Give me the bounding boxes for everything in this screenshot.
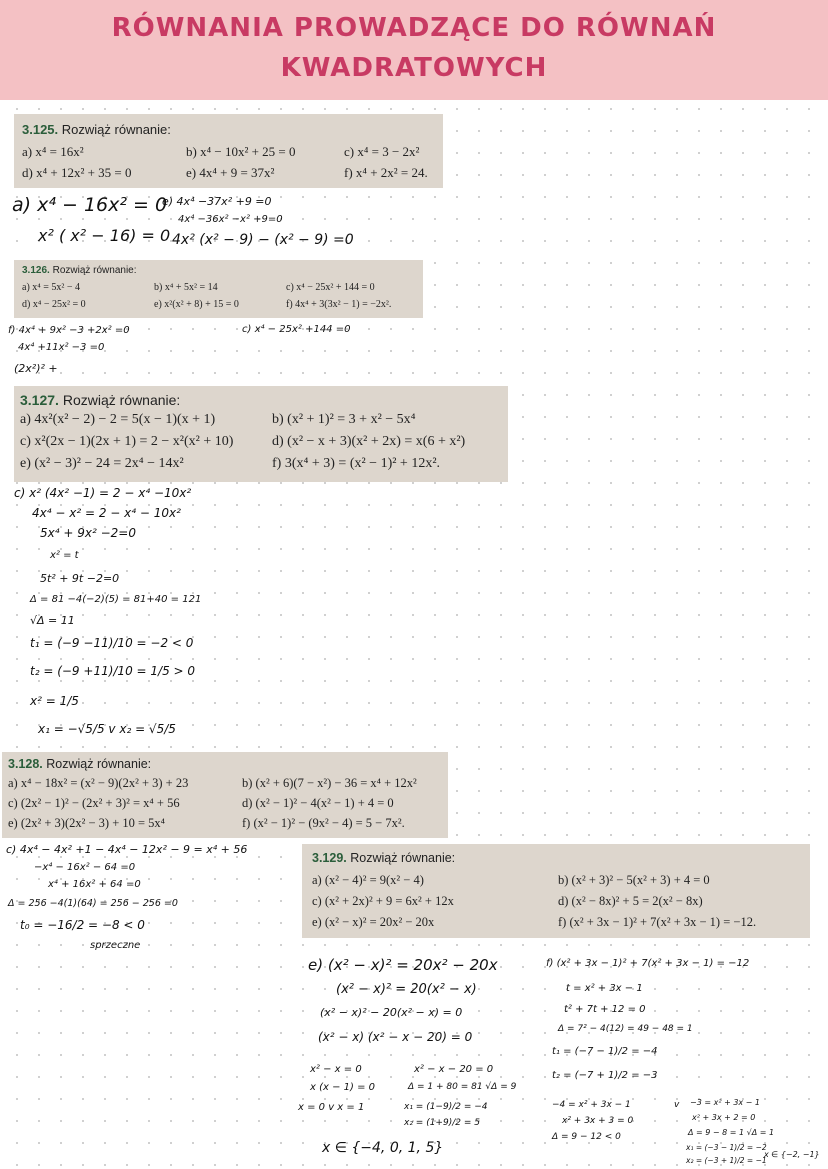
note-line: x ∈ {−4, 0, 1, 5} [322,1140,444,1156]
note-line: x₁ = (1−9)/2 = −4 [404,1102,488,1112]
note-line: Δ = 9 − 8 = 1 √Δ = 1 [688,1128,775,1137]
note-line: v [674,1100,680,1110]
exercise-label: Rozwiąż równanie: [46,757,152,771]
exercise-number: 3.128. [8,757,43,771]
exercise-number: 3.129. [312,851,347,865]
title-banner [0,0,828,100]
note-line: Δ = 7² − 4(12) = 49 − 48 = 1 [558,1024,693,1034]
note-line: x⁴ + 16x² + 64 =0 [48,879,141,890]
note-line: f) (x² + 3x − 1)² + 7(x² + 3x − 1) = −12 [546,958,750,969]
note-line: x² − x = 0 [310,1064,362,1075]
note-line: c) x⁴ − 25x² +144 =0 [242,324,351,335]
exercise-label: Rozwiąż równanie: [62,392,181,408]
exercise-number: 3.127. [20,392,59,408]
exercise-label: Rozwiąż równanie: [350,851,456,865]
task-b: b) (x² + 3)² − 5(x² + 3) + 4 = 0 [558,873,710,887]
task-a: a) (x² − 4)² = 9(x² − 4) [312,873,424,887]
task-c: c) x²(2x − 1)(2x + 1) = 2 − x²(x² + 10) [20,434,234,449]
task-b: b) (x² + 6)(7 − x²) − 36 = x⁴ + 12x² [242,776,417,790]
exercise-3-125 [14,114,443,188]
task-e: e) 4x⁴ + 9 = 37x² [186,165,275,180]
note-line: −x⁴ − 16x² − 64 =0 [34,862,136,873]
note-line: 5x⁴ + 9x² −2=0 [40,526,136,540]
note-line: (x² − x)² − 20(x² − x) = 0 [320,1006,463,1019]
note-line: x ∈ {−2, −1} [764,1150,820,1159]
note-line: x² − x − 20 = 0 [414,1064,494,1075]
task-e: e) (x² − x)² = 20x² − 20x [312,915,435,929]
note-line: e) 4x⁴ −37x² +9 =0 [162,195,272,208]
page-title-line1: RÓWNANIA PROWADZĄCE DO RÓWNAŃ [111,13,717,43]
note-line: 4x² (x² − 9) − (x² − 9) =0 [172,232,354,248]
task-e: e) (2x² + 3)(2x² − 3) + 10 = 5x⁴ [8,816,166,830]
note-line: t₀ = −16/2 = −8 < 0 [20,918,145,932]
task-a: a) 4x²(x² − 2) − 2 = 5(x − 1)(x + 1) [20,412,216,427]
note-line: c) 4x⁴ − 4x² +1 − 4x⁴ − 12x² − 9 = x⁴ + 56 [6,843,248,856]
note-line: t₂ = (−9 +11)/10 = 1/5 > 0 [30,664,196,678]
note-line: f) 4x⁴ + 9x² −3 +2x² =0 [8,325,130,336]
note-line: a) x⁴ − 16x² = 0 [12,194,168,216]
note-line: c) x² (4x² −1) = 2 − x⁴ −10x² [14,486,192,500]
exercise-label: Rozwiąż równanie: [52,265,137,276]
note-line: x² ( x² − 16) = 0 [38,226,171,245]
task-d: d) (x² − 8x)² + 5 = 2(x² − 8x) [558,894,703,908]
note-line: x (x − 1) = 0 [310,1082,376,1093]
task-c: c) (x² + 2x)² + 9 = 6x² + 12x [312,894,454,908]
note-line: t₁ = (−7 − 1)/2 = −4 [552,1046,658,1057]
note-line: 5t² + 9t −2=0 [40,572,120,585]
note-line: t₁ = (−9 −11)/10 = −2 < 0 [30,636,194,650]
note-line: −4 = x² + 3x − 1 [552,1100,631,1110]
task-e: e) (x² − 3)² − 24 = 2x⁴ − 14x² [20,456,184,471]
note-line: Δ = 256 −4(1)(64) = 256 − 256 =0 [8,898,178,909]
task-e: e) x²(x² + 8) + 15 = 0 [154,299,239,310]
exercise-3-127 [14,386,508,482]
note-line: e) (x² − x)² = 20x² − 20x [308,956,498,974]
exercise-number: 3.126. [22,265,50,276]
note-line: 4x⁴ −36x² −x² +9=0 [178,214,283,225]
task-f: f) (x² − 1)² − (9x² − 4) = 5 − 7x². [242,816,405,830]
note-line: x² + 3x + 2 = 0 [692,1113,756,1122]
exercise-label: Rozwiąż równanie: [61,122,171,137]
note-line: −3 = x² + 3x − 1 [690,1098,761,1107]
note-line: x₁ = −√5/5 v x₂ = √5/5 [38,722,176,736]
task-b: b) x⁴ + 5x² = 14 [154,282,218,293]
task-d: d) (x² − x + 3)(x² + 2x) = x(6 + x²) [272,434,466,449]
task-b: b) (x² + 1)² = 3 + x² − 5x⁴ [272,412,416,427]
exercise-number: 3.125. [22,122,59,137]
task-d: d) (x² − 1)² − 4(x² − 1) + 4 = 0 [242,796,394,810]
exercise-3-126 [14,260,423,318]
task-c: c) x⁴ − 25x² + 144 = 0 [286,282,375,293]
note-line: 4x⁴ − x² = 2 − x⁴ − 10x² [32,506,181,520]
note-line: x₂ = (1+9)/2 = 5 [404,1118,480,1128]
note-line: x = 0 v x = 1 [298,1102,365,1113]
note-line: t² + 7t + 12 = 0 [564,1004,646,1015]
task-f: f) 3(x⁴ + 3) = (x² − 1)² + 12x². [272,456,441,471]
note-line: (x² − x)² = 20(x² − x) [336,982,477,997]
note-line: √Δ = 11 [30,614,75,627]
task-f: f) 4x⁴ + 3(3x² − 1) = −2x². [286,299,392,310]
task-a: a) x⁴ = 16x² [22,144,84,159]
note-line: t = x² + 3x − 1 [566,983,643,994]
note-line: x₁ = (−3 − 1)/2 = −2 [686,1143,767,1152]
note-line: Δ = 9 − 12 < 0 [552,1132,621,1142]
task-a: a) x⁴ = 5x² − 4 [22,282,81,293]
task-b: b) x⁴ − 10x² + 25 = 0 [186,144,296,159]
note-line: (2x²)² + [14,362,58,375]
note-line: x² + 3x + 3 = 0 [562,1116,634,1126]
task-f: f) x⁴ + 2x² = 24. [344,165,428,180]
task-d: d) x⁴ − 25x² = 0 [22,299,86,310]
task-a: a) x⁴ − 18x² = (x² − 9)(2x² + 3) + 23 [8,776,189,790]
note-line: (x² − x) (x² − x − 20) = 0 [318,1030,473,1044]
note-line: x² = t [50,550,79,561]
note-line: t₂ = (−7 + 1)/2 = −3 [552,1070,658,1081]
task-f: f) (x² + 3x − 1)² + 7(x² + 3x − 1) = −12. [558,915,757,929]
note-line: 4x⁴ +11x² −3 =0 [18,342,105,353]
note-line: x₂ = (−3 + 1)/2 = −1 [686,1156,767,1165]
page-title-line2: KWADRATOWYCH [280,53,548,83]
task-c: c) x⁴ = 3 − 2x² [344,144,420,159]
task-d: d) x⁴ + 12x² + 35 = 0 [22,165,132,180]
exercise-3-128 [2,752,448,838]
task-c: c) (2x² − 1)² − (2x² + 3)² = x⁴ + 56 [8,796,180,810]
note-line: Δ = 1 + 80 = 81 √Δ = 9 [408,1082,517,1092]
note-line: sprzeczne [90,940,141,951]
note-line: Δ = 81 −4(−2)(5) = 81+40 = 121 [30,594,202,605]
note-line: x² = 1/5 [30,694,79,708]
exercise-3-129 [302,844,810,938]
